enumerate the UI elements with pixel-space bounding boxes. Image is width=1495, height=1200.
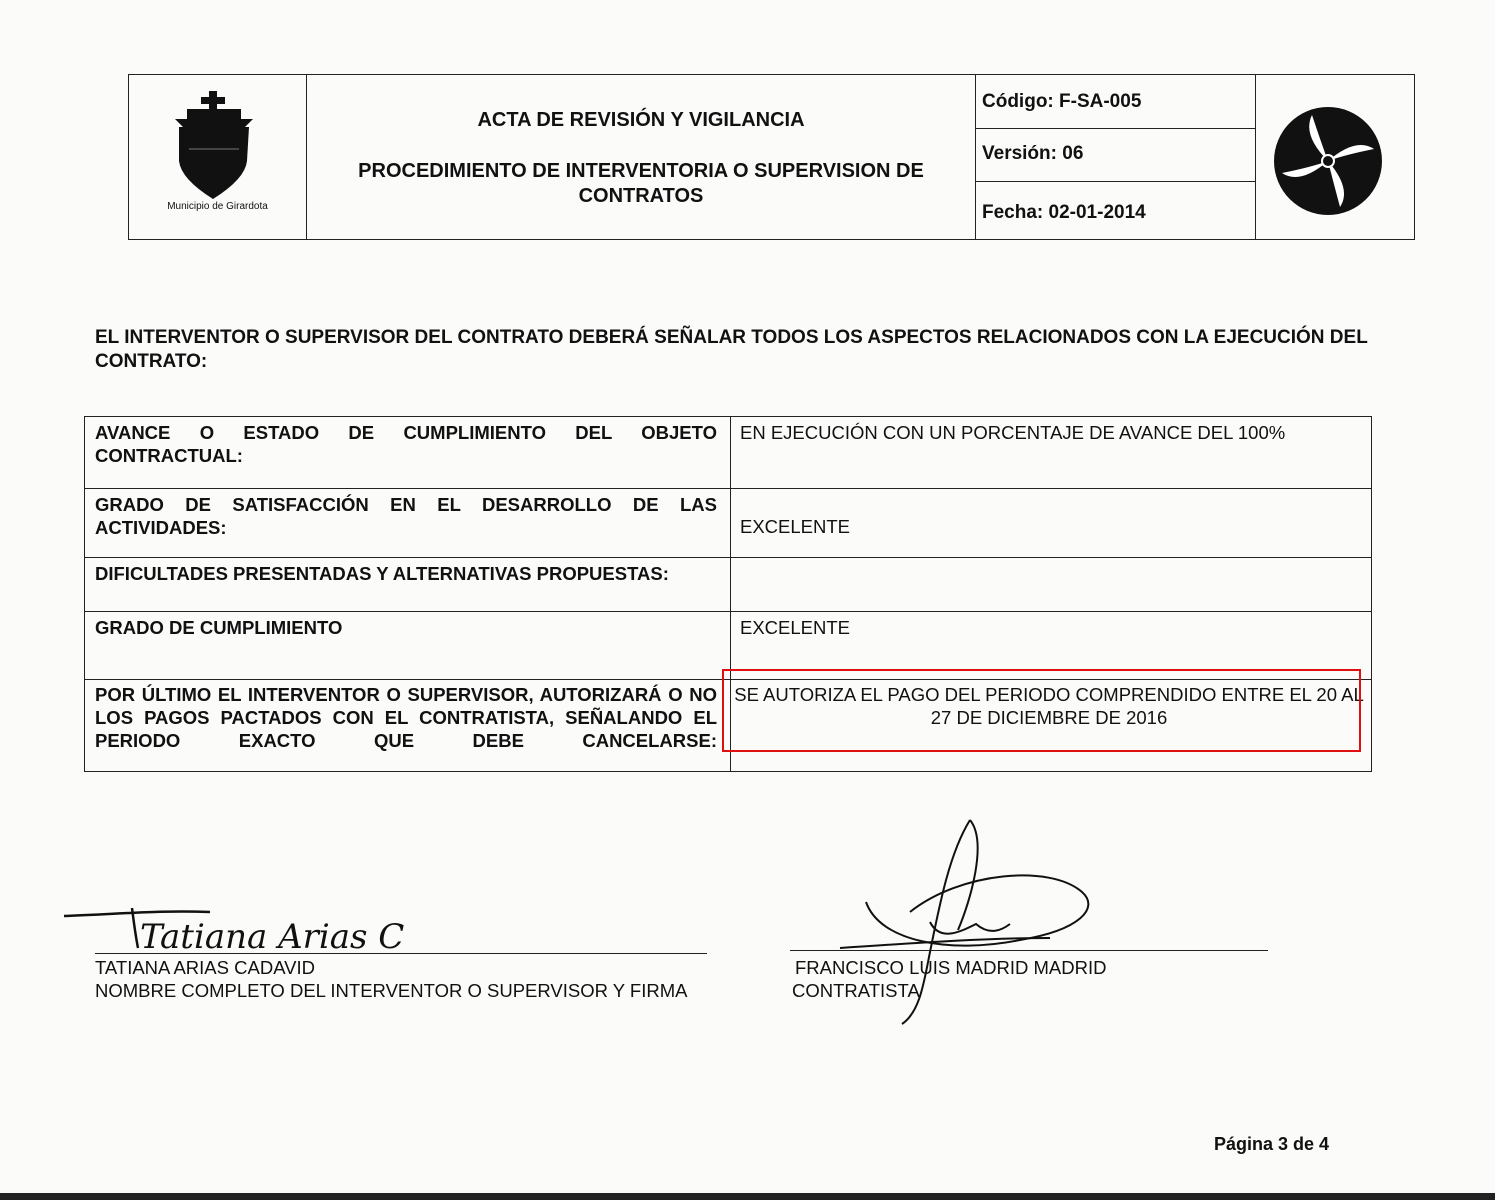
document-code: Código: F-SA-005 xyxy=(976,75,1255,129)
municipality-caption: Municipio de Girardota xyxy=(167,201,268,212)
supervisor-signature xyxy=(60,890,530,955)
row-label-payment: POR ÚLTIMO EL INTERVENTOR O SUPERVISOR, AUTORIZARÁ O NO LOS PAGOS PACTADOS CON EL CONTRATISTA, SEÑALANDO EL PERIODO EXACTO QUE DEBE CANCELARSE: xyxy=(95,684,717,751)
document-title: ACTA DE REVISIÓN Y VIGILANCIA xyxy=(477,109,805,131)
table-row xyxy=(85,488,1371,557)
quality-seal-icon xyxy=(1272,105,1384,217)
quality-logo-cell xyxy=(1256,75,1416,239)
row-value-satisfaction: EXCELENTE xyxy=(740,516,851,537)
row-label-progress: AVANCE O ESTADO DE CUMPLIMIENTO DEL OBJETO CONTRACTUAL: xyxy=(95,422,717,466)
title-cell xyxy=(307,75,976,239)
municipality-shield-icon xyxy=(169,89,259,201)
supervisor-name: TATIANA ARIAS CADAVID xyxy=(95,957,315,978)
contractor-signature-line xyxy=(790,950,1268,951)
row-value-payment: SE AUTORIZA EL PAGO DEL PERIODO COMPRENDIDO ENTRE EL 20 AL 27 DE DICIEMBRE DE 2016 xyxy=(734,684,1364,728)
row-value-compliance: EXCELENTE xyxy=(740,617,851,638)
contractor-name: FRANCISCO LUIS MADRID MADRID xyxy=(795,957,1107,978)
document-header xyxy=(128,74,1415,240)
highlight-box xyxy=(722,669,1361,752)
row-label-satisfaction: GRADO DE SATISFACCIÓN EN EL DESARROLLO DE LAS ACTIVIDADES: xyxy=(95,494,717,538)
document-version: Versión: 06 xyxy=(976,129,1255,182)
table-row xyxy=(85,417,1371,488)
supervisor-role: NOMBRE COMPLETO DEL INTERVENTOR O SUPERVISOR Y FIRMA xyxy=(95,980,688,1001)
document-date: Fecha: 02-01-2014 xyxy=(982,202,1146,223)
scan-edge-bar xyxy=(0,1193,1495,1200)
instruction-text: EL INTERVENTOR O SUPERVISOR DEL CONTRATO DEBERÁ SEÑALAR TODOS LOS ASPECTOS RELACIONADOS CON LA EJECUCIÓN DEL CONTRATO: xyxy=(95,327,1368,372)
municipality-logo-cell xyxy=(129,75,307,239)
supervisor-signature-line xyxy=(95,953,707,954)
row-value-progress: EN EJECUCIÓN CON UN PORCENTAJE DE AVANCE DEL 100% xyxy=(740,422,1286,443)
row-label-difficulties: DIFICULTADES PRESENTADAS Y ALTERNATIVAS PROPUESTAS: xyxy=(95,563,669,584)
metadata-cell xyxy=(976,75,1256,239)
table-row xyxy=(85,557,1371,611)
page-number: Página 3 de 4 xyxy=(1214,1134,1330,1154)
contractor-role: CONTRATISTA xyxy=(792,980,920,1001)
document-subtitle: PROCEDIMIENTO DE INTERVENTORIA O SUPERVISION DE CONTRATOS xyxy=(358,160,924,207)
supervisor-handwriting: Tatiana Arias C xyxy=(140,917,405,955)
row-label-compliance: GRADO DE CUMPLIMIENTO xyxy=(95,617,343,638)
